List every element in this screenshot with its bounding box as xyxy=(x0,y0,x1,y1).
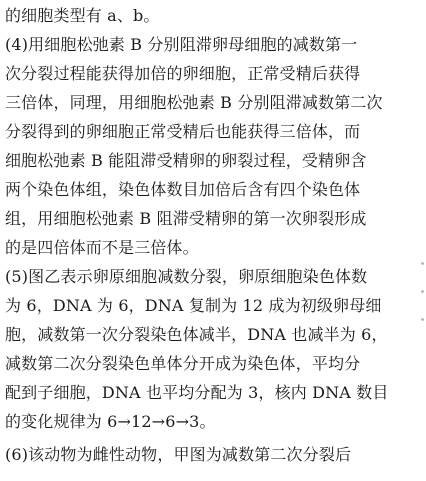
text-line-1: 的细胞类型有 a、b。 xyxy=(5,6,160,25)
text-line-6: 细胞松弛素 B 能阻滞受精卵的卵裂过程，受精卵含 xyxy=(5,151,367,170)
text-line-14: 配到子细胞，DNA 也平均分配为 3，核内 DNA 数目 xyxy=(5,383,389,402)
text-line-15: 的变化规律为 6→12→6→3。 xyxy=(5,412,216,431)
text-line-9: 的是四倍体而不是三倍体。 xyxy=(5,238,199,257)
text-line-13: 减数第二次分裂染色单体分开成为染色体，平均分 xyxy=(5,354,361,373)
scan-speckle xyxy=(421,262,424,265)
text-line-7: 两个染色体组，染色体数目加倍后含有四个染色体 xyxy=(5,180,361,199)
text-line-12: 胞，减数第一次分裂染色体减半，DNA 也减半为 6， xyxy=(5,325,388,344)
text-line-8: 组，用细胞松弛素 B 阻滞受精卵的第一次卵裂形成 xyxy=(5,209,367,228)
text-line-11: 为 6，DNA 为 6，DNA 复制为 12 成为初级卵母细 xyxy=(5,296,382,315)
text-line-5: 分裂得到的卵细胞正常受精后也能获得三倍体，而 xyxy=(5,122,361,141)
text-line-16: (6)该动物为雌性动物，甲图为减数第二次分裂后 xyxy=(5,445,352,464)
text-line-3: 次分裂过程能获得加倍的卵细胞，正常受精后获得 xyxy=(5,64,361,83)
scan-speckle xyxy=(421,318,424,321)
text-line-4: 三倍体，同理，用细胞松弛素 B 分别阻滞减数第二次 xyxy=(5,93,383,112)
text-line-2: (4)用细胞松弛素 B 分别阻滞卵母细胞的减数第一 xyxy=(5,35,358,54)
scan-speckle xyxy=(421,290,424,293)
text-line-10: (5)图乙表示卵原细胞减数分裂，卵原细胞染色体数 xyxy=(5,267,368,286)
